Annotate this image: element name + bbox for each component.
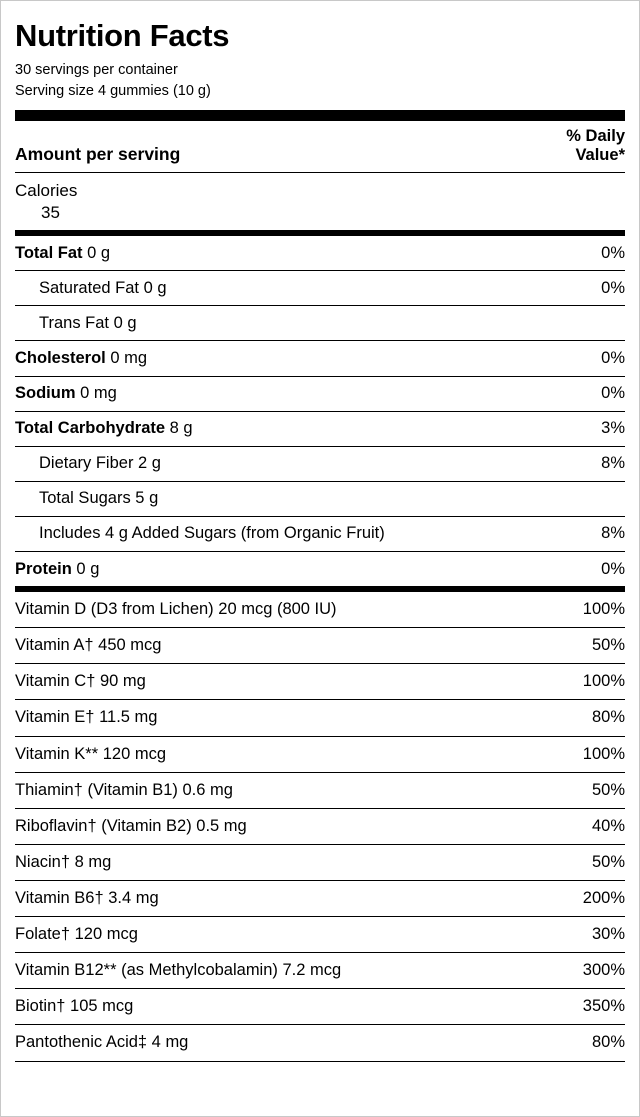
nutrient-amount: 2 g: [133, 454, 161, 473]
nutrient-daily-value: 0%: [601, 278, 625, 297]
nutrient-name: [39, 313, 145, 334]
vitamin-name: Vitamin B6† 3.4 mg: [15, 889, 159, 908]
nutrient-amount: 8 g: [165, 419, 193, 438]
daily-value-header-line2: Value*: [575, 145, 625, 164]
vitamin-row: [15, 881, 625, 916]
nutrient-name: [15, 348, 155, 369]
vitamin-daily-value: 100%: [582, 672, 625, 691]
vitamin-row: [15, 773, 625, 808]
vitamin-name: Vitamin B12** (as Methylcobalamin) 7.2 mcg: [15, 961, 342, 980]
serving-size: Serving size 4 gummies (10 g): [15, 83, 211, 100]
nutrients-section: [15, 236, 625, 586]
amount-per-serving-row: [15, 121, 625, 172]
divider-thin: [15, 1061, 625, 1062]
nutrient-amount: 5 g: [130, 489, 159, 508]
nutrient-name-text: Trans Fat: [39, 313, 109, 332]
nutrient-amount: 0 mg: [75, 384, 117, 402]
vitamin-row: [15, 1025, 625, 1060]
nutrient-name: [39, 278, 175, 299]
nutrient-name: [15, 418, 201, 439]
vitamin-daily-value: 300%: [582, 961, 625, 980]
nutrient-daily-value: 0%: [601, 559, 625, 578]
nutrient-row: [15, 482, 625, 516]
nutrient-name: [15, 243, 118, 264]
calories-value: 35: [41, 202, 60, 222]
nutrient-amount: 0 g: [109, 313, 137, 332]
vitamin-daily-value: 50%: [591, 780, 625, 799]
vitamin-row: [15, 809, 625, 844]
vitamin-name: Vitamin K** 120 mcg: [15, 744, 167, 763]
nutrient-row: [15, 271, 625, 305]
vitamin-row: [15, 845, 625, 880]
page-title: Nutrition Facts: [15, 18, 230, 53]
vitamin-name: Biotin† 105 mcg: [15, 997, 134, 1016]
nutrient-row: [15, 412, 625, 446]
nutrient-daily-value: 0%: [601, 384, 625, 402]
nutrient-name-text: Total Sugars: [39, 489, 131, 508]
nutrient-daily-value: 8%: [601, 454, 625, 473]
vitamin-daily-value: 30%: [591, 925, 625, 944]
calories-row: [15, 173, 625, 230]
vitamin-name: Vitamin C† 90 mg: [15, 672, 146, 691]
servings-per-container: 30 servings per container: [15, 62, 178, 79]
nutrient-name-text: Sodium: [15, 384, 76, 402]
divider-thick-top: [15, 110, 625, 121]
vitamin-name: Niacin† 8 mg: [15, 852, 112, 871]
nutrient-row: [15, 552, 625, 586]
vitamin-name: Vitamin D (D3 from Lichen) 20 mcg (800 IU): [15, 600, 337, 619]
vitamin-row: [15, 953, 625, 988]
nutrient-name-text: Dietary Fiber: [39, 454, 134, 473]
nutrient-name-text: Protein: [15, 559, 72, 578]
vitamin-row: [15, 989, 625, 1024]
vitamin-row: [15, 917, 625, 952]
vitamin-daily-value: 100%: [582, 600, 625, 619]
nutrient-row: [15, 236, 625, 270]
nutrient-row: [15, 377, 625, 411]
vitamin-daily-value: 100%: [582, 744, 625, 763]
vitamin-name: Pantothenic Acid‡ 4 mg: [15, 1033, 189, 1052]
vitamin-row: [15, 592, 625, 627]
nutrient-daily-value: 8%: [601, 524, 625, 543]
vitamin-row: [15, 700, 625, 735]
nutrient-name-text: Includes 4 g Added Sugars (from Organic Fruit): [39, 524, 385, 543]
vitamin-row: [15, 664, 625, 699]
nutrient-amount: 0 mg: [105, 348, 148, 367]
vitamin-name: Riboflavin† (Vitamin B2) 0.5 mg: [15, 816, 247, 835]
vitamin-daily-value: 50%: [591, 852, 625, 871]
nutrient-daily-value: 3%: [601, 419, 625, 438]
calories-label: Calories: [15, 180, 78, 200]
vitamin-daily-value: 350%: [582, 997, 625, 1016]
vitamin-row: [15, 628, 625, 663]
nutrient-name: [15, 383, 125, 404]
vitamin-daily-value: 80%: [591, 708, 625, 727]
nutrient-row: [15, 306, 625, 340]
nutrient-row: [15, 447, 625, 481]
daily-value-header: [566, 127, 625, 165]
nutrient-name: [39, 453, 169, 474]
vitamin-daily-value: 40%: [591, 816, 625, 835]
nutrient-name: [39, 523, 393, 544]
nutrient-row: [15, 341, 625, 375]
nutrient-name: [39, 488, 166, 509]
nutrient-daily-value: 0%: [601, 243, 625, 262]
nutrient-name-text: Total Fat: [15, 243, 83, 262]
vitamin-daily-value: 200%: [582, 889, 625, 908]
nutrient-amount: 0 g: [71, 559, 100, 578]
nutrient-name-text: Saturated Fat: [39, 278, 139, 297]
vitamin-name: Vitamin E† 11.5 mg: [15, 708, 158, 727]
vitamin-name: Folate† 120 mcg: [15, 925, 138, 944]
nutrient-name-text: Total Carbohydrate: [15, 419, 166, 438]
vitamins-section: [15, 592, 625, 1061]
amount-per-serving-label: Amount per serving: [15, 143, 181, 164]
nutrient-daily-value: 0%: [601, 348, 625, 367]
nutrient-name-text: Cholesterol: [15, 348, 106, 367]
nutrient-amount: 0 g: [138, 278, 167, 297]
vitamin-name: Vitamin A† 450 mcg: [15, 636, 162, 655]
daily-value-header-line1: % Daily: [566, 126, 625, 145]
nutrient-amount: 0 g: [82, 243, 111, 262]
vitamin-daily-value: 80%: [591, 1033, 625, 1052]
nutrient-row: [15, 517, 625, 551]
vitamin-row: [15, 737, 625, 772]
vitamin-name: Thiamin† (Vitamin B1) 0.6 mg: [15, 780, 233, 799]
vitamin-daily-value: 50%: [591, 636, 625, 655]
nutrient-name: [15, 559, 107, 580]
